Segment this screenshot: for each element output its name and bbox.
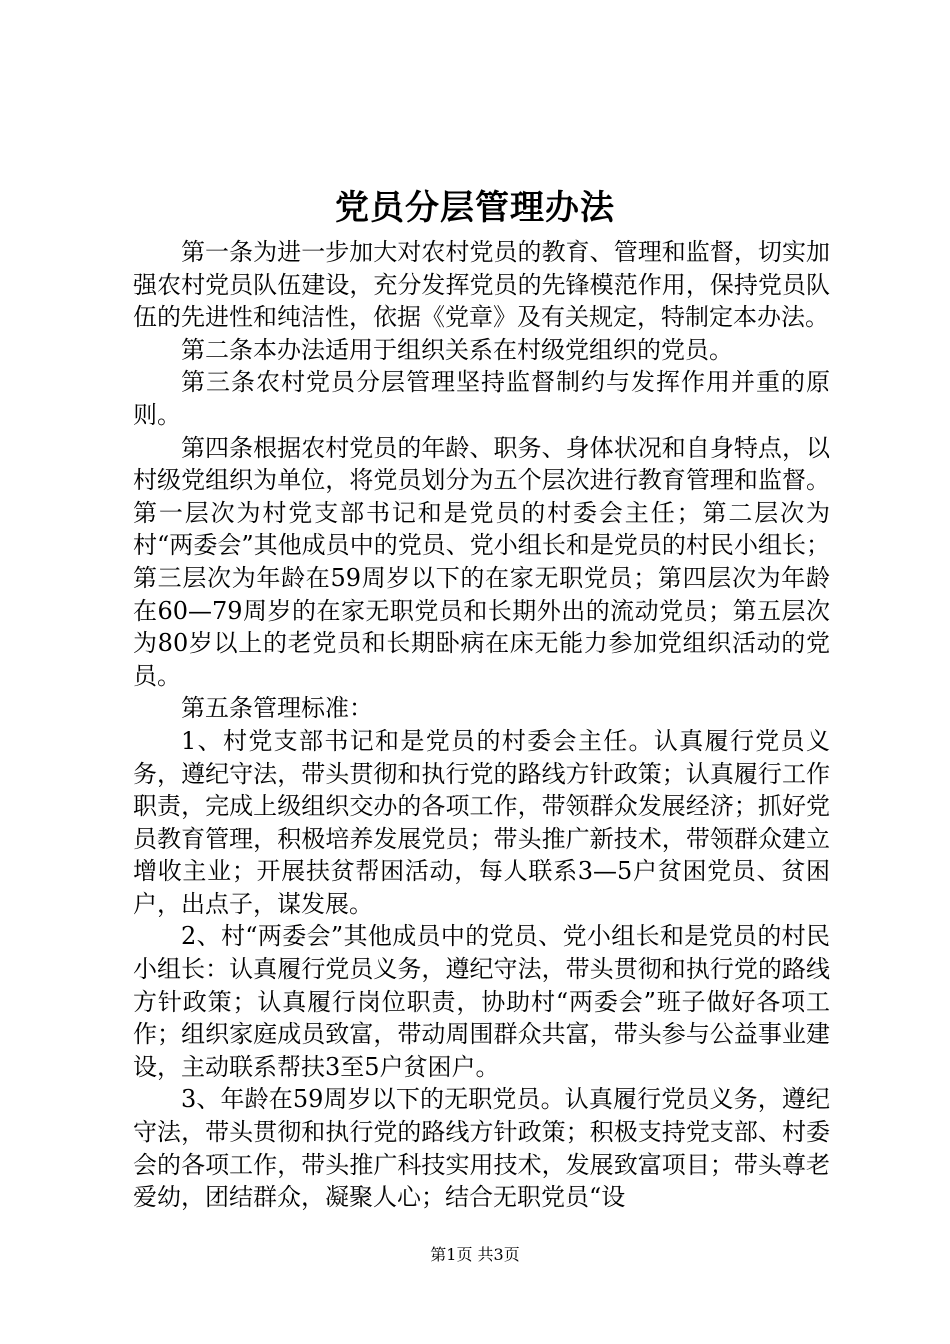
paragraph-article-5: 第五条管理标准： xyxy=(181,694,373,723)
document-body xyxy=(133,236,830,1214)
paragraph-standard-1: 1、村党支部书记和是党员的村委会主任。认真履行党员义务，遵纪守法，带头贯彻和执行党的路线方针政策；认真履行工作职责，完成上级组织交办的各项工作，带领群众发展经济；抓好党员教育管理，积极培养发展党员；带头推广新技术，带领群众建立增收主业；开展扶贫帮困活动，每人联系3—5户贫困党员、贫困户，出点子，谋发展。 xyxy=(133,726,830,918)
paragraph-article-3: 第三条农村党员分层管理坚持监督制约与发挥作用并重的原则。 xyxy=(133,368,830,429)
page-number-footer: 第1页 共3页 xyxy=(430,1245,520,1264)
paragraph-standard-3: 3、年龄在59周岁以下的无职党员。认真履行党员义务，遵纪守法，带头贯彻和执行党的路线方针政策；积极支持党支部、村委会的各项工作，带头推广科技实用技术，发展致富项目；带头尊老爱幼，团结群众，凝聚人心；结合无职党员“设 xyxy=(133,1085,830,1212)
document-title: 党员分层管理办法 xyxy=(335,188,615,228)
paragraph-article-2: 第二条本办法适用于组织关系在村级党组织的党员。 xyxy=(181,335,733,364)
paragraph-article-4: 第四条根据农村党员的年龄、职务、身体状况和自身特点，以村级党组织为单位，将党员划分为五个层次进行教育管理和监督。第一层次为村党支部书记和是党员的村委会主任；第二层次为村“两委会”其他成员中的党员、党小组长和是党员的村民小组长；第三层次为年龄在59周岁以下的在家无职党员；第四层次为年龄在60—79周岁的在家无职党员和长期外出的流动党员；第五层次为80岁以上的老党员和长期卧病在床无能力参加党组织活动的党员。 xyxy=(133,433,830,690)
paragraph-article-1: 第一条为进一步加大对农村党员的教育、管理和监督，切实加强农村党员队伍建设，充分发挥党员的先锋模范作用，保持党员队伍的先进性和纯洁性，依据《党章》及有关规定，特制定本办法。 xyxy=(133,238,830,332)
paragraph-standard-2: 2、村“两委会”其他成员中的党员、党小组长和是党员的村民小组长：认真履行党员义务，遵纪守法，带头贯彻和执行党的路线方针政策；认真履行岗位职责，协助村“两委会”班子做好各项工作；组织家庭成员致富，带动周围群众共富，带头参与公益事业建设，主动联系帮扶3至5户贫困户。 xyxy=(133,922,830,1081)
